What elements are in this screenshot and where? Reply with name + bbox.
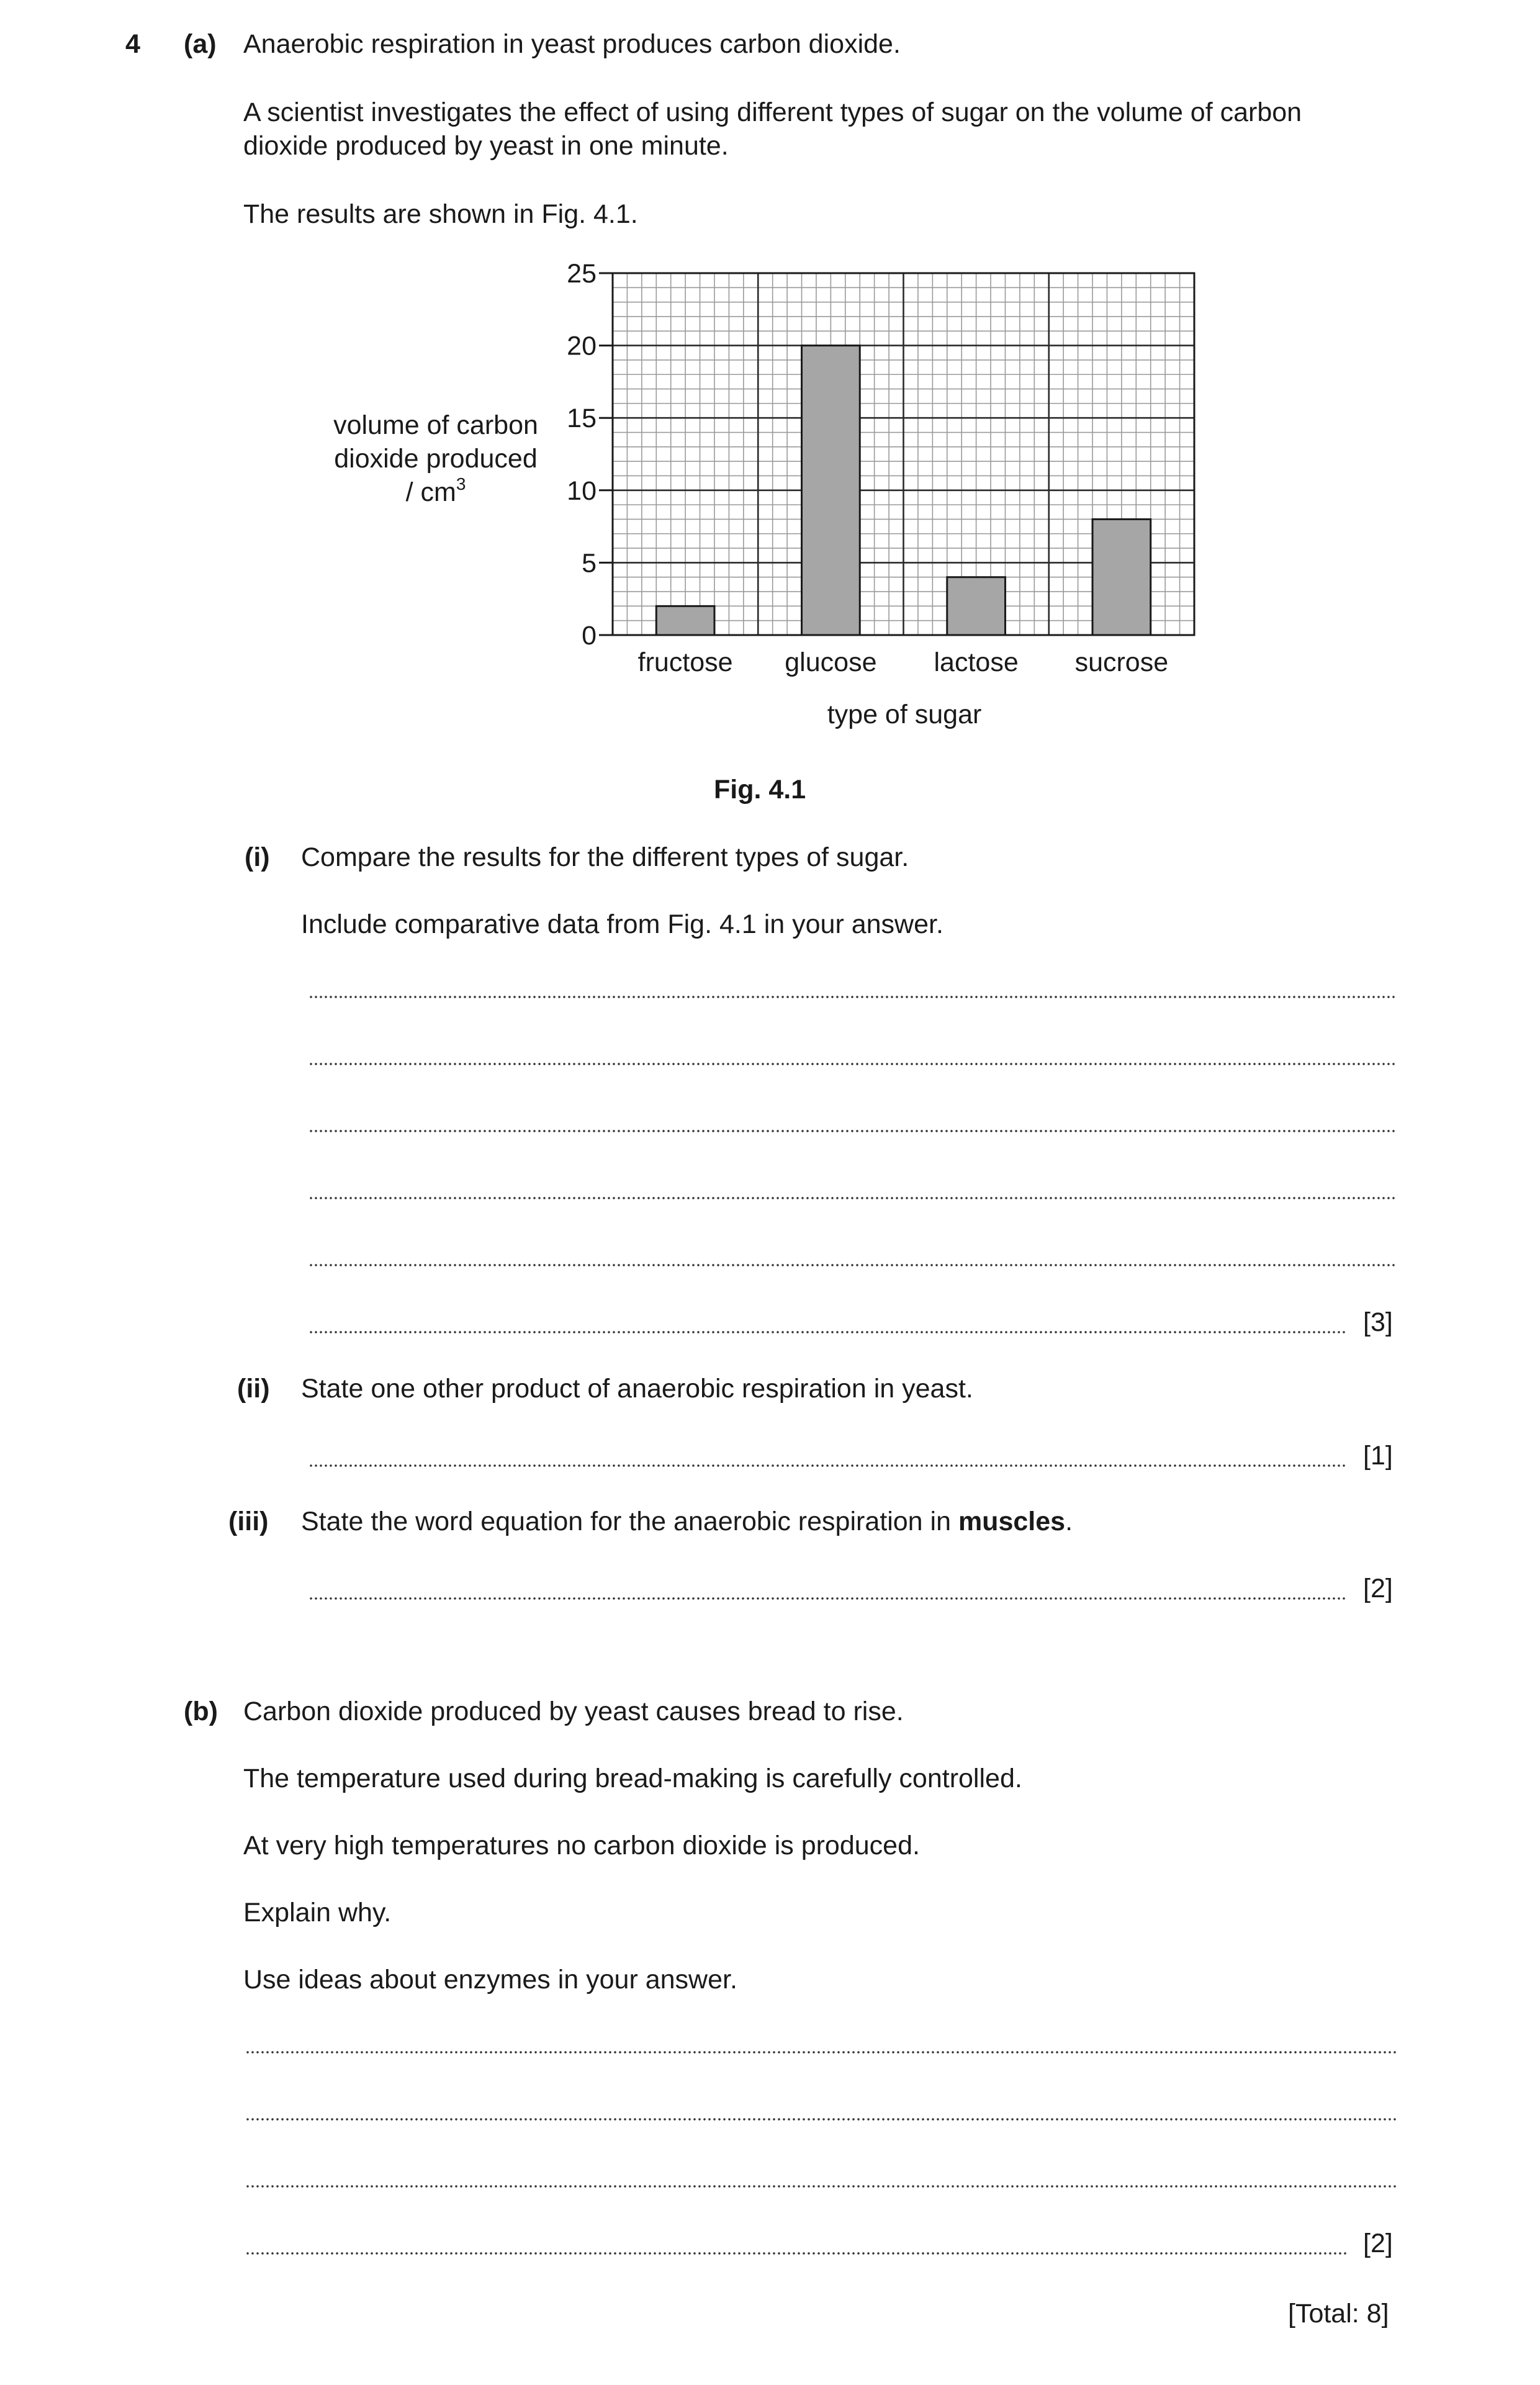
y-tick-label: 15: [567, 404, 597, 434]
y-tick-label: 20: [567, 331, 597, 361]
bar-sucrose: [1092, 519, 1151, 635]
part-b-line5: Use ideas about enzymes in your answer.: [243, 1965, 737, 1995]
part-b-marks: [2]: [1363, 2229, 1393, 2258]
y-tick-label: 5: [582, 548, 597, 579]
bar-fructose: [656, 606, 714, 635]
answer-line[interactable]: [308, 1196, 1396, 1200]
answer-line[interactable]: [308, 1263, 1396, 1267]
sub-i-text: Compare the results for the different types of sugar.: [301, 842, 909, 872]
part-a-intro: Anaerobic respiration in yeast produces carbon dioxide.: [243, 29, 901, 59]
sub-iii-text-bold: muscles: [958, 1507, 1066, 1536]
answer-line[interactable]: [308, 1597, 1346, 1600]
part-b-label: (b): [184, 1697, 218, 1726]
chart-ylabel-line3: / $cm^3$: [405, 474, 466, 507]
part-a-label: (a): [184, 29, 217, 59]
answer-line[interactable]: [308, 995, 1396, 999]
total-marks: [Total: 8]: [1288, 2299, 1389, 2329]
chart-x-labels: [638, 647, 1169, 677]
chart-ylabel-line2: dioxide produced: [334, 444, 538, 474]
sub-ii-text: State one other product of anaerobic respiration in yeast.: [301, 1374, 973, 1404]
x-tick-label: lactose: [934, 647, 1019, 677]
bar-glucose: [802, 346, 860, 635]
question-number: 4: [125, 29, 140, 59]
part-b-line1: Carbon dioxide produced by yeast causes bread to rise.: [243, 1697, 904, 1726]
answer-line[interactable]: [308, 1330, 1346, 1334]
answer-line[interactable]: [245, 2117, 1396, 2121]
bar-chart: [0, 248, 1540, 807]
part-b-line3: At very high temperatures no carbon dioxide is produced.: [243, 1831, 920, 1860]
sub-i-label: (i): [245, 842, 270, 872]
x-tick-label: glucose: [785, 647, 877, 677]
y-tick-label: 0: [582, 621, 597, 651]
sub-iii-text-post: .: [1065, 1507, 1073, 1536]
chart-xlabel: type of sugar: [827, 700, 982, 729]
sub-ii-label: (ii): [237, 1374, 270, 1404]
y-tick-label: 10: [567, 476, 597, 506]
sub-ii-marks: [1]: [1363, 1441, 1393, 1471]
part-b-line4: Explain why.: [243, 1898, 392, 1927]
figure-caption: Fig. 4.1: [714, 775, 806, 805]
answer-line[interactable]: [245, 2252, 1346, 2255]
part-a-para-line2: dioxide produced by yeast in one minute.: [243, 131, 729, 161]
sub-iii-marks: [2]: [1363, 1574, 1393, 1603]
chart-y-ticks: [567, 259, 613, 651]
answer-line[interactable]: [308, 1464, 1346, 1468]
sub-iii-text-pre: State the word equation for the anaerobic respiration in: [301, 1507, 958, 1536]
x-tick-label: sucrose: [1074, 647, 1169, 677]
part-a-para-line1: A scientist investigates the effect of using different types of sugar on the volume of carbon: [243, 97, 1302, 127]
answer-line[interactable]: [308, 1129, 1396, 1133]
x-tick-label: fructose: [637, 647, 733, 677]
part-a-results-text: The results are shown in Fig. 4.1.: [243, 199, 638, 229]
bar-lactose: [947, 577, 1006, 635]
chart-ylabel-line1: volume of carbon: [333, 410, 538, 440]
part-b-line2: The temperature used during bread-making is carefully controlled.: [243, 1764, 1022, 1793]
y-tick-label: 25: [567, 259, 597, 289]
sub-i-text2: Include comparative data from Fig. 4.1 in your answer.: [301, 909, 943, 939]
sub-iii-label: (iii): [228, 1507, 269, 1536]
answer-line[interactable]: [245, 2050, 1396, 2054]
answer-line[interactable]: [308, 1062, 1396, 1066]
answer-line[interactable]: [245, 2184, 1396, 2188]
sub-iii-text: [301, 1505, 1073, 1538]
sub-i-marks: [3]: [1363, 1307, 1393, 1337]
